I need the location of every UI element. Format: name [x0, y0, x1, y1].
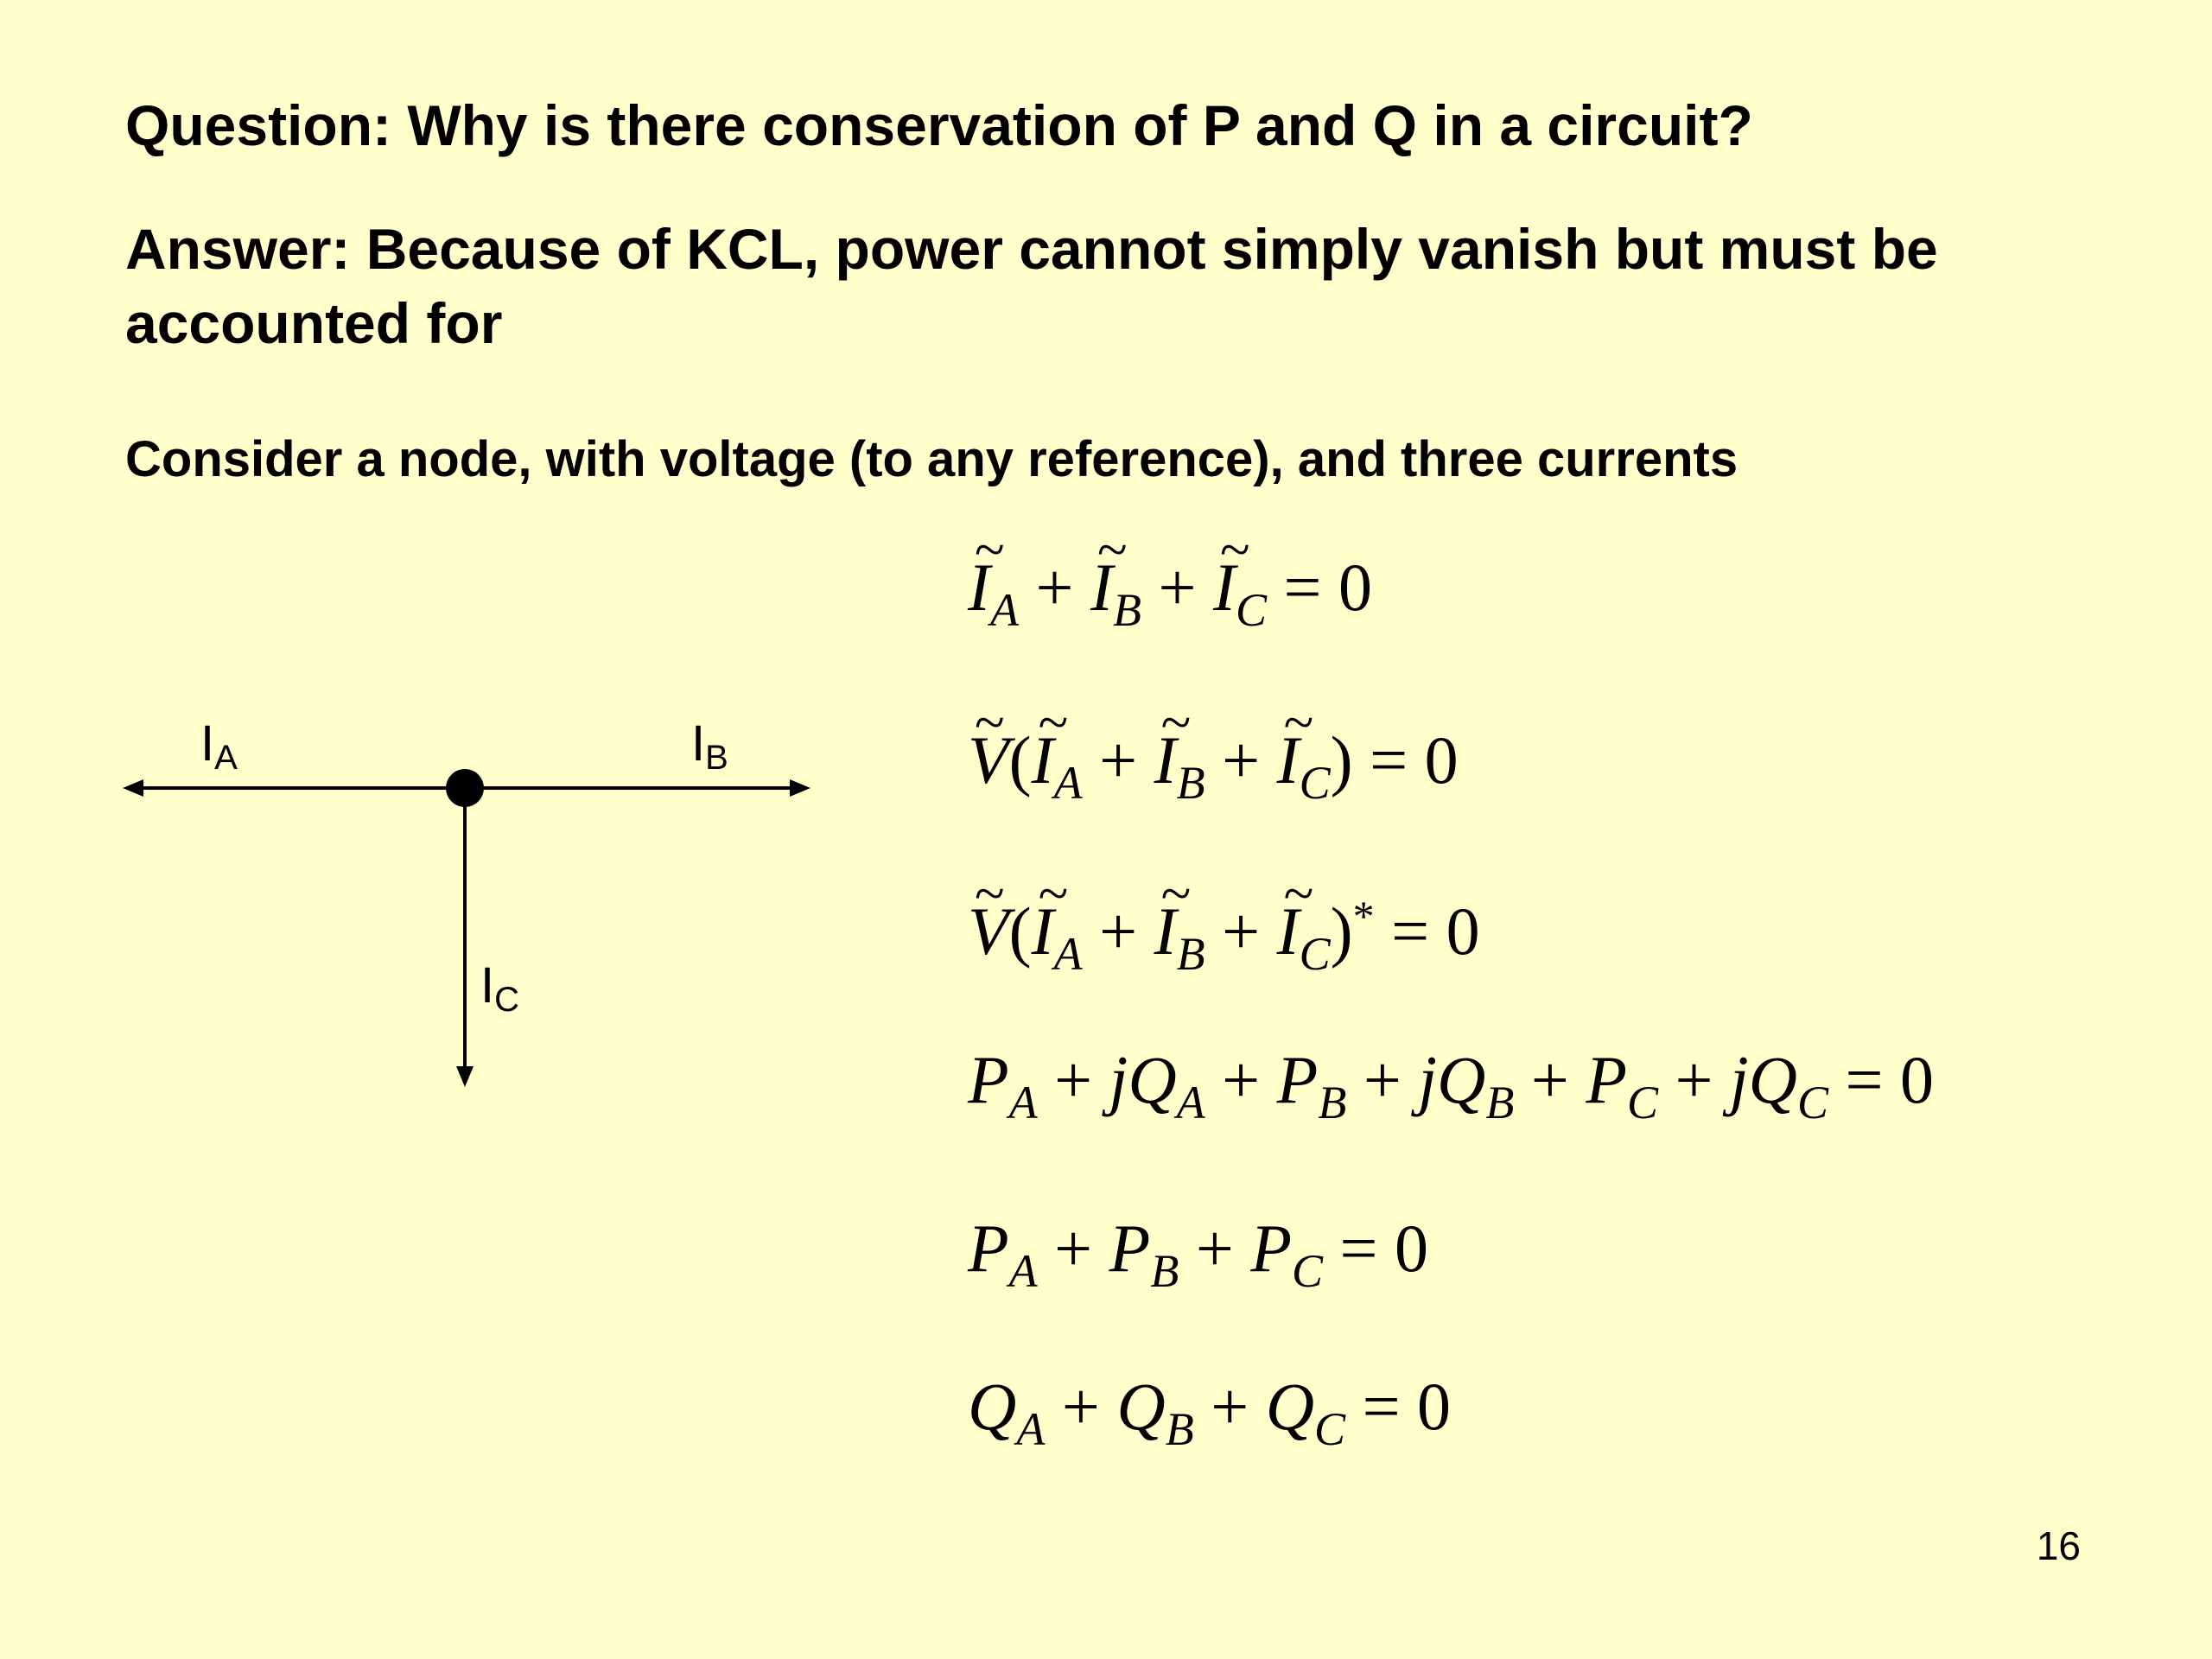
label-ia: IA	[200, 715, 238, 777]
equation-4: $P_A + jQ_A + P_B + jQ_B + P_C + jQ_C = 0$	[968, 1042, 1935, 1128]
arrow-a	[123, 779, 143, 797]
question-text: Question: Why is there conservation of P and Q in a circuit?	[125, 93, 1753, 157]
node-dot	[446, 769, 484, 807]
page-number: 16	[2036, 1523, 2081, 1568]
equation-3: ~ V(~ $I_A$ + ~ $I_B$ + ~ $I_C)^* = 0$	[968, 873, 1480, 997]
equation-6: $Q_A + Q_B + Q_C = 0$	[968, 1369, 1452, 1455]
consider-text: Consider a node, with voltage (to any reference), and three currents	[125, 431, 1738, 487]
arrow-b	[790, 779, 810, 797]
arrow-c	[456, 1066, 474, 1087]
equation-5: $P_A + P_B + P_C = 0$	[968, 1211, 1428, 1297]
equation-2: ~ V(~ $I_A$ + ~ $I_B$ + ~ $I_C) = 0$	[968, 717, 1459, 826]
label-ib: IB	[691, 715, 728, 777]
equation-1: ~ $I_A$ + ~ $I_B$ + ~ $I_C = 0$	[968, 544, 1372, 653]
answer-text: Answer: Because of KCL, power cannot simply vanish but must be accounted for	[125, 217, 1938, 355]
label-ic: IC	[480, 957, 520, 1019]
